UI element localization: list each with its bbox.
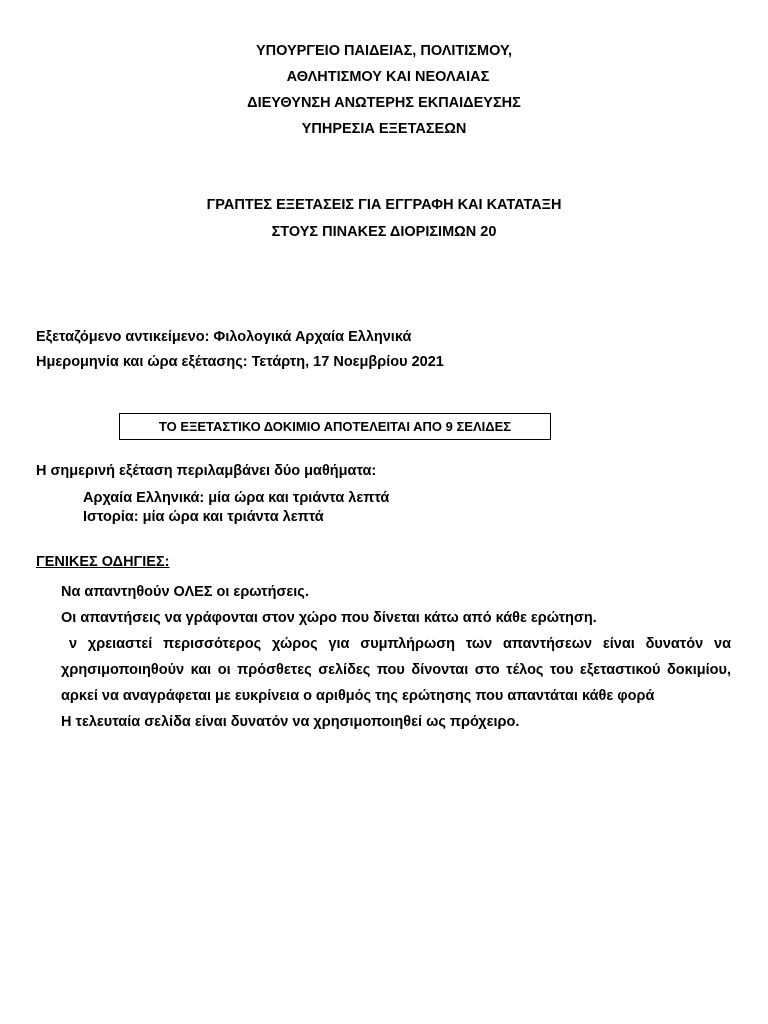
instruction-item: Η τελευταία σελίδα είναι δυνατόν να χρησιμοποιηθεί ως πρόχειρο.: [61, 714, 520, 730]
subject-item-history: Ιστορία: μία ώρα και τριάντα λεπτά: [83, 509, 324, 525]
subject-item-ancient-greek: Αρχαία Ελληνικά: μία ώρα και τριάντα λεπτά: [83, 490, 390, 506]
exam-title-line-2: ΣΤΟΥΣ ΠΙΝΑΚΕΣ ΔΙΟΡΙΣΙΜΩΝ 20: [271, 224, 497, 240]
directorate-name: ΔΙΕΥΘΥΝΣΗ ΑΝΩΤΕΡΗΣ ΕΚΠΑΙΔΕΥΣΗΣ: [247, 95, 521, 111]
service-name: ΥΠΗΡΕΣΙΑ ΕΞΕΤΑΣΕΩΝ: [301, 121, 467, 137]
exam-subject: Εξεταζόμενο αντικείμενο: Φιλολογικά Αρχαία Ελληνικά: [36, 329, 412, 345]
instructions-heading: ΓΕΝΙΚΕΣ ΟΔΗΓΙΕΣ:: [36, 554, 170, 570]
ministry-header: [0, 38, 768, 142]
ministry-name-line-2: ΑΘΛΗΤΙΣΜΟΥ ΚΑΙ ΝΕΟΛΑΙΑΣ: [286, 69, 490, 85]
instruction-item: Να απαντηθούν ΟΛΕΣ οι ερωτήσεις.: [61, 584, 309, 600]
exam-title-line-1: ΓΡΑΠΤΕΣ ΕΞΕΤΑΣΕΙΣ ΓΙΑ ΕΓΓΡΑΦΗ ΚΑΙ ΚΑΤΑΤΑΞΗ: [206, 197, 562, 213]
exam-title: [0, 192, 768, 246]
instructions-list: [61, 579, 731, 735]
page-count-notice: ΤΟ ΕΞΕΤΑΣΤΙΚΟ ΔΟΚΙΜΙΟ ΑΠΟΤΕΛΕΙΤΑΙ ΑΠΟ 9 ΣΕΛΙΔΕΣ: [119, 413, 551, 440]
instruction-item: Οι απαντήσεις να γράφονται στον χώρο που δίνεται κάτω από κάθε ερώτηση.: [61, 610, 597, 626]
subjects-list: [83, 489, 389, 527]
ministry-name-line-1: ΥΠΟΥΡΓΕΙΟ ΠΑΙΔΕΙΑΣ, ΠΟΛΙΤΙΣΜΟΥ,: [255, 43, 513, 59]
subjects-intro: Η σημερινή εξέταση περιλαμβάνει δύο μαθήματα:: [36, 463, 377, 479]
instruction-item: [61, 631, 731, 709]
exam-meta: [36, 325, 444, 375]
exam-date: Ημερομηνία και ώρα εξέτασης: Τετάρτη, 17 Νοεμβρίου 2021: [36, 354, 444, 370]
instruction-item-text: ν χρειαστεί περισσότερος χώρος για συμπλήρωση των απαντήσεων είναι δυνατόν να χρησιμοποιηθούν και οι πρόσθετες σελίδες που δίνονται στο τέλος του εξεταστικού δοκιμίου, αρκεί να αναγράφεται με ευκρίνεια ο αριθμός της ερώτησης που απαντάται κάθε φορά: [61, 636, 731, 704]
